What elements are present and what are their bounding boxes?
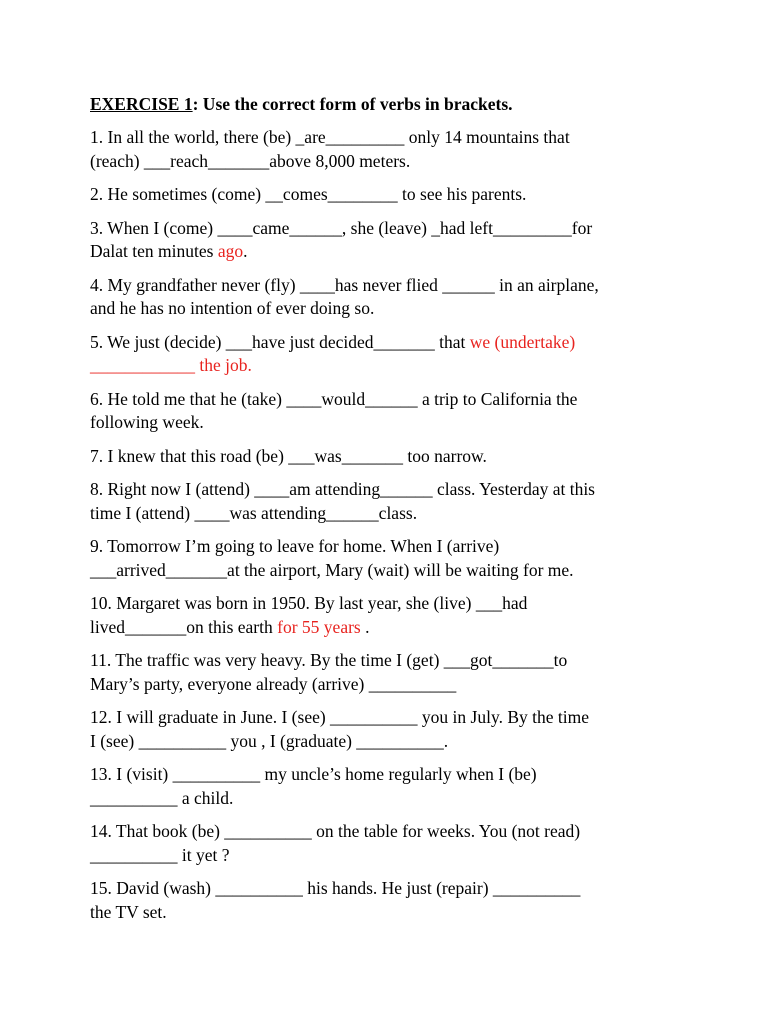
exercise-list	[90, 126, 686, 924]
exercise-line	[90, 763, 686, 787]
exercise-line	[90, 844, 686, 868]
exercise-line	[90, 901, 686, 925]
sentence-text: 1. In all the world, there (be) _are_________ only 14 mountains that	[90, 127, 570, 147]
exercise-line	[90, 592, 686, 616]
exercise-line	[90, 388, 686, 412]
sentence-text: the TV set.	[90, 901, 167, 922]
worksheet-page	[90, 92, 686, 934]
exercise-line	[90, 877, 686, 901]
exercise-item	[90, 217, 686, 264]
exercise-line	[90, 820, 686, 844]
exercise-line	[90, 649, 686, 673]
sentence-text: 11. The traffic was very heavy. By the time I (get) ___got_______to	[90, 650, 568, 670]
sentence-text: time I (attend) ____was attending______class.	[90, 502, 418, 523]
exercise-line	[90, 240, 686, 264]
sentence-text: 5. We just (decide) ___have just decided_______ that	[90, 331, 470, 352]
sentence-text: 10. Margaret was born in 1950. By last year, she (live) ___had	[90, 593, 528, 613]
exercise-item	[90, 183, 686, 207]
sentence-text: 6. He told me that he (take) ____would______ a trip to California the	[90, 388, 578, 409]
sentence-text: (reach) ___reach_______above 8,000 meters.	[90, 150, 411, 171]
sentence-text: 15. David (wash) __________ his hands. He just (repair) __________	[90, 878, 581, 898]
exercise-line	[90, 411, 686, 435]
exercise-line	[90, 297, 686, 321]
exercise-item	[90, 820, 686, 867]
exercise-item	[90, 763, 686, 810]
sentence-text: 14. That book (be) __________ on the table for weeks. You (not read)	[90, 821, 581, 841]
exercise-item	[90, 274, 686, 321]
sentence-text: __________ it yet ?	[90, 844, 230, 865]
sentence-text: 2. He sometimes (come) __comes________ to see his parents.	[90, 184, 527, 204]
highlighted-text: we (undertake)	[469, 331, 576, 352]
exercise-line	[90, 616, 686, 640]
sentence-text: 7. I knew that this road (be) ___was_______ too narrow.	[90, 445, 487, 466]
sentence-text: __________ a child.	[90, 787, 234, 808]
exercise-item	[90, 535, 686, 582]
sentence-text: 3. When I (come) ____came______, she (leave) _had left_________for	[90, 217, 593, 238]
sentence-text: I (see) __________ you , I (graduate) __________.	[90, 730, 449, 751]
highlighted-text: for 55 years	[277, 616, 361, 637]
sentence-text: 4. My grandfather never (fly) ____has never flied ______ in an airplane,	[90, 274, 599, 295]
exercise-line	[90, 706, 686, 730]
exercise-line	[90, 217, 686, 241]
exercise-item	[90, 445, 686, 469]
exercise-line	[90, 331, 686, 355]
exercise-line	[90, 150, 686, 174]
exercise-line	[90, 787, 686, 811]
exercise-line	[90, 559, 686, 583]
highlighted-text: ____________ the job.	[90, 355, 252, 375]
exercise-line	[90, 478, 686, 502]
exercise-heading	[90, 92, 686, 116]
exercise-line	[90, 126, 686, 150]
exercise-line	[90, 354, 686, 378]
sentence-text: Dalat ten minutes	[90, 241, 218, 261]
sentence-text: 8. Right now I (attend) ____am attending______ class. Yesterday at this	[90, 479, 595, 499]
sentence-text: .	[243, 241, 248, 261]
exercise-line	[90, 535, 686, 559]
sentence-text: 13. I (visit) __________ my uncle’s home regularly when I (be)	[90, 764, 537, 784]
exercise-item	[90, 331, 686, 378]
exercise-instruction: : Use the correct form of verbs in brackets.	[192, 94, 513, 114]
exercise-line	[90, 730, 686, 754]
exercise-line	[90, 502, 686, 526]
exercise-line	[90, 445, 686, 469]
exercise-line	[90, 274, 686, 298]
sentence-text: ___arrived_______at the airport, Mary (wait) will be waiting for me.	[90, 559, 574, 580]
exercise-item	[90, 877, 686, 924]
sentence-text: lived_______on this earth	[90, 616, 278, 637]
sentence-text: following week.	[90, 412, 204, 432]
sentence-text: 9. Tomorrow I’m going to leave for home. When I (arrive)	[90, 536, 500, 556]
sentence-text: 12. I will graduate in June. I (see) __________ you in July. By the time	[90, 707, 589, 727]
sentence-text: Mary’s party, everyone already (arrive) __________	[90, 673, 457, 694]
exercise-line	[90, 673, 686, 697]
exercise-item	[90, 649, 686, 696]
exercise-item	[90, 126, 686, 173]
exercise-item	[90, 706, 686, 753]
exercise-item	[90, 478, 686, 525]
sentence-text: .	[360, 616, 370, 637]
exercise-line	[90, 183, 686, 207]
exercise-item	[90, 388, 686, 435]
exercise-item	[90, 592, 686, 639]
highlighted-text: ago	[217, 241, 244, 261]
exercise-label: EXERCISE 1	[90, 94, 193, 114]
sentence-text: and he has no intention of ever doing so.	[90, 298, 375, 318]
